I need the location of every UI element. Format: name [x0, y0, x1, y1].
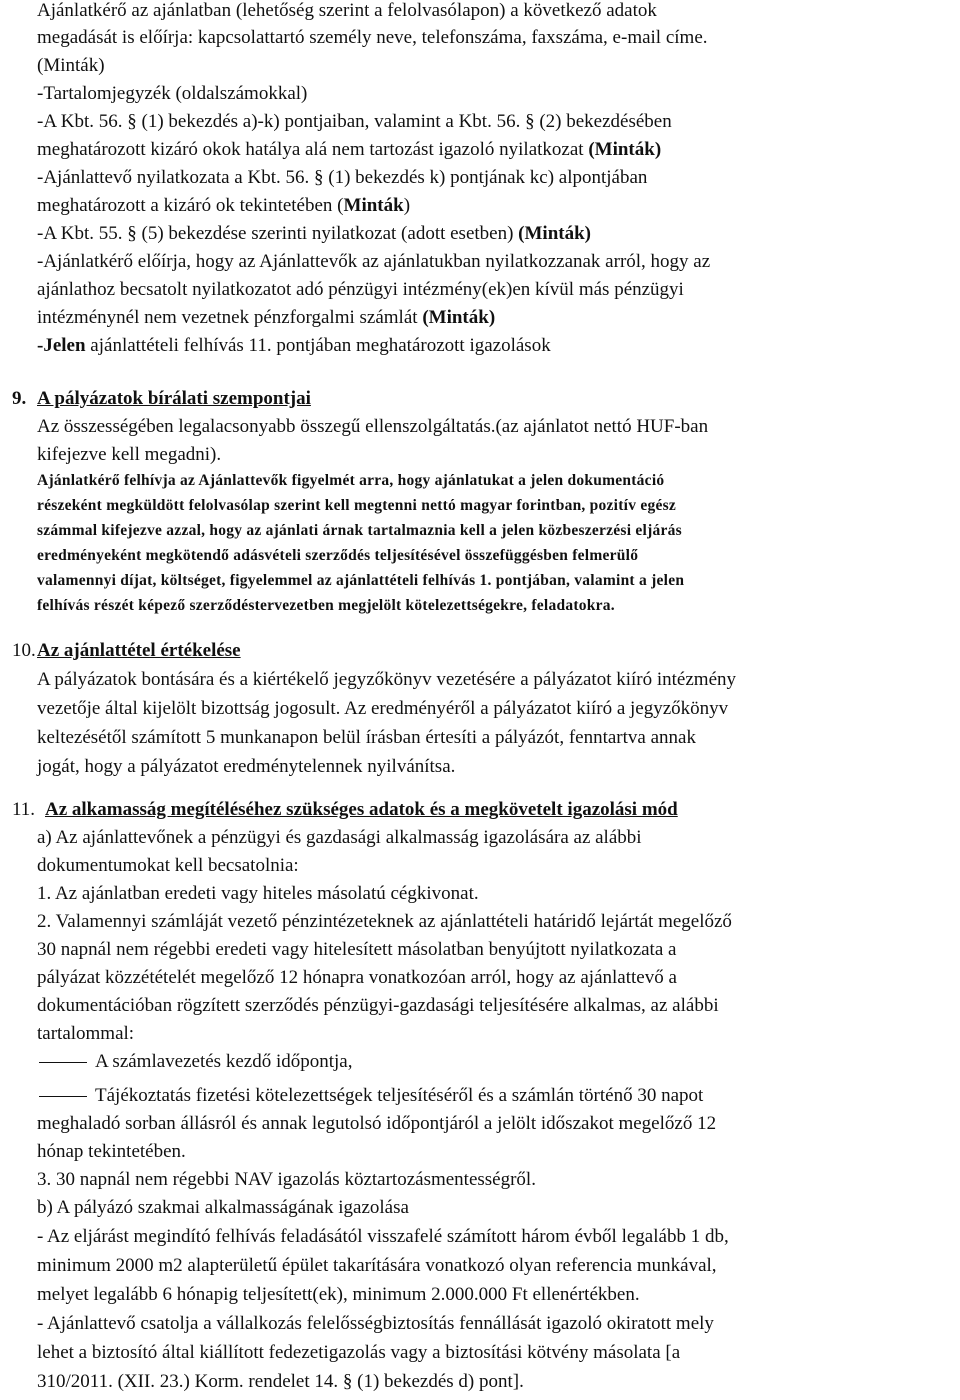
- kbt55-requirement: [37, 223, 591, 245]
- section-11-item-2-line-3: pályázat közzétételét megelőző 12 hónapra vonatkozóan arról, hogy az ajánlattevő a: [37, 967, 677, 988]
- requirements-intro-line-1: Ajánlatkérő az ajánlatban (lehetőség szerint a felolvasólapon) a következő adatok: [37, 0, 657, 21]
- section-9-notice-line-5: valamennyi díjat, költséget, figyelemmel az ajánlattételi felhívás 1. pontjában, valamint a jelen: [37, 572, 685, 589]
- section-10-body-line-3: keltezésétől számított 5 munkanapon belül írásban értesíti a pályázót, fenntartva annak: [37, 727, 696, 748]
- section-11-b-line-2: minimum 2000 m2 alapterületű épület takarítására vonatkozó olyan referencia munkával,: [37, 1255, 717, 1276]
- financial-statement-line-1: -Ajánlatkérő előírja, hogy az Ajánlattevők az ajánlatukban nyilatkozzanak arról, hogy az: [37, 251, 711, 272]
- section-11-b-line-1: - Az eljárást megindító felhívás feladásától visszafelé számított három évből legalább 1 db,: [37, 1226, 729, 1247]
- dash-item-1: [37, 1051, 352, 1073]
- financial-statement-line-2: ajánlathoz becsatolt nyilatkozatot adó pénzügyi intézmény(ek)en kívül más pénzügyi: [37, 279, 684, 300]
- dash-item-2-line-3: hónap tekintetében.: [37, 1141, 186, 1162]
- section-9-notice-line-2: részeként megküldött felolvasólap szerint kell megtenni nettó magyar forintban, pozitív egész: [37, 497, 677, 514]
- section-11-item-2-line-4: dokumentációban rögzített szerződés pénzügyi-gazdasági teljesítésére alkalmas, az alábbi: [37, 995, 719, 1016]
- section-9-body-line-2: kifejezve kell megadni).: [37, 444, 222, 465]
- section-10-number: 10.: [12, 640, 36, 661]
- section-11-item-2-line-5: tartalommal:: [37, 1023, 135, 1044]
- section-9-number: 9.: [12, 388, 27, 409]
- kbt56-text: meghatározott kizáró okok hatálya alá nem tartozást igazoló nyilatkozat: [37, 139, 589, 160]
- section-10-body-line-2: vezetője által kijelölt bizottság jogosult. Az eredményéről a pályázatot kiíró a jegyzőkönyv: [37, 698, 729, 719]
- requirements-intro-line-2: megadását is előírja: kapcsolattartó személy neve, telefonszáma, faxszáma, e-mail címe.: [37, 27, 708, 48]
- toc-requirement: -Tartalomjegyzék (oldalszámokkal): [37, 83, 308, 104]
- dash-item-2-text: Tájékoztatás fizetési kötelezettségek teljesítéséről és a számlán történő 30 napot: [95, 1085, 704, 1106]
- section-9-heading: A pályázatok bírálati szempontjai: [37, 388, 311, 409]
- section-11-a-line-1: a) Az ajánlattevőnek a pénzügyi és gazdasági alkalmasság igazolására az alábbi: [37, 827, 642, 848]
- section-10-heading: Az ajánlattétel értékelése: [37, 640, 241, 661]
- section-11-b-line-4: - Ajánlattevő csatolja a vállalkozás felelősségbiztosítás fennállását igazoló okiratott mely: [37, 1313, 714, 1334]
- current-call-text: ajánlattételi felhívás 11. pontjában meghatározott igazolások: [85, 335, 551, 356]
- financial-text: intézménynél nem vezetnek pénzforgalmi számlát: [37, 307, 423, 328]
- current-call-prefix: -Jelen: [37, 335, 86, 356]
- section-9-body-line-1: Az összességében legalacsonyabb összegű ellenszolgáltatás.(az ajánlatot nettó HUF-ban: [37, 416, 709, 437]
- section-11-b-heading: b) A pályázó szakmai alkalmasságának igazolása: [37, 1197, 409, 1218]
- section-11-item-2-line-1: 2. Valamennyi számláját vezető pénzintézeteknek az ajánlattételi határidő lejártát megelőző: [37, 911, 732, 932]
- financial-statement-line-3: [37, 307, 495, 329]
- dash-item-1-text: A számlavezetés kezdő időpontja,: [95, 1051, 353, 1072]
- section-11-number: 11.: [12, 799, 36, 820]
- kbt56-requirement-line-1: -A Kbt. 56. § (1) bekezdés a)-k) pontjaiban, valamint a Kbt. 56. § (2) bekezdésében: [37, 111, 672, 132]
- current-call-requirement: [37, 335, 551, 357]
- section-11-b-line-3: melyet legalább 6 hónapig teljesített(ek), minimum 2.000.000 Ft ellenértékben.: [37, 1284, 640, 1305]
- section-11-item-2-line-2: 30 napnál nem régebbi eredeti vagy hitelesített másolatban benyújtott nyilatkozata a: [37, 939, 677, 960]
- dash-bullet: [39, 1096, 87, 1097]
- bidder-text: meghatározott a kizáró ok tekintetében (: [37, 195, 344, 216]
- section-11-a-line-2: dokumentumokat kell becsatolnia:: [37, 855, 299, 876]
- templates-ref: Minták: [343, 195, 404, 216]
- dash-item-2-line-2: meghaladó sorban állásról és annak legutolsó időpontjáról a jelölt időszakot megelőző 12: [37, 1113, 717, 1134]
- section-9-notice-line-6: felhívás részét képező szerződéstervezetben megjelölt kötelezettségekre, feladatokra.: [37, 597, 615, 614]
- section-9-notice-line-4: eredményeként megkötendő adásvételi szerződés teljesítésével összefüggésben felmerülő: [37, 547, 639, 564]
- section-9-notice-line-1: Ajánlatkérő felhívja az Ajánlattevők figyelmét arra, hogy ajánlatukat a jelen dokumentáció: [37, 472, 665, 489]
- section-11-item-3: 3. 30 napnál nem régebbi NAV igazolás köztartozásmentességről.: [37, 1169, 536, 1190]
- section-11-b-line-5: lehet a biztosító által kiállított fedezetigazolás vagy a biztosítási kötvény másolata [a: [37, 1342, 681, 1363]
- requirements-intro-line-3: (Minták): [37, 55, 105, 76]
- dash-item-2-line-1: [37, 1085, 703, 1107]
- section-11-b-line-6: 310/2011. (XII. 23.) Korm. rendelet 14. § (1) bekezdés d) pont].: [37, 1371, 524, 1392]
- section-10-body-line-1: A pályázatok bontására és a kiértékelő jegyzőkönyv vezetésére a pályázatot kiíró intézmény: [37, 669, 737, 690]
- bidder-statement-line-2: [37, 195, 410, 217]
- kbt55-text: -A Kbt. 55. § (5) bekezdése szerinti nyilatkozat (adott esetben): [37, 223, 519, 244]
- templates-ref: (Minták): [518, 223, 591, 244]
- section-11-item-1: 1. Az ajánlatban eredeti vagy hiteles másolatú cégkivonat.: [37, 883, 479, 904]
- kbt56-requirement-line-2: [37, 139, 661, 161]
- section-10-body-line-4: jogát, hogy a pályázatot eredménytelennek nyilvánítsa.: [37, 756, 456, 777]
- templates-ref: (Minták): [588, 139, 662, 160]
- section-11-heading: Az alkamasság megítéléséhez szükséges adatok és a megkövetelt igazolási mód: [45, 799, 678, 820]
- templates-ref: (Minták): [422, 307, 496, 328]
- section-9-notice-line-3: számmal kifejezve azzal, hogy az ajánlati árnak tartalmaznia kell a jelen közbeszerzési eljárás: [37, 522, 682, 539]
- bidder-paren: ): [403, 195, 411, 216]
- bidder-statement-line-1: -Ajánlattevő nyilatkozata a Kbt. 56. § (1) bekezdés k) pontjának kc) alpontjában: [37, 167, 648, 188]
- dash-bullet: [39, 1062, 87, 1063]
